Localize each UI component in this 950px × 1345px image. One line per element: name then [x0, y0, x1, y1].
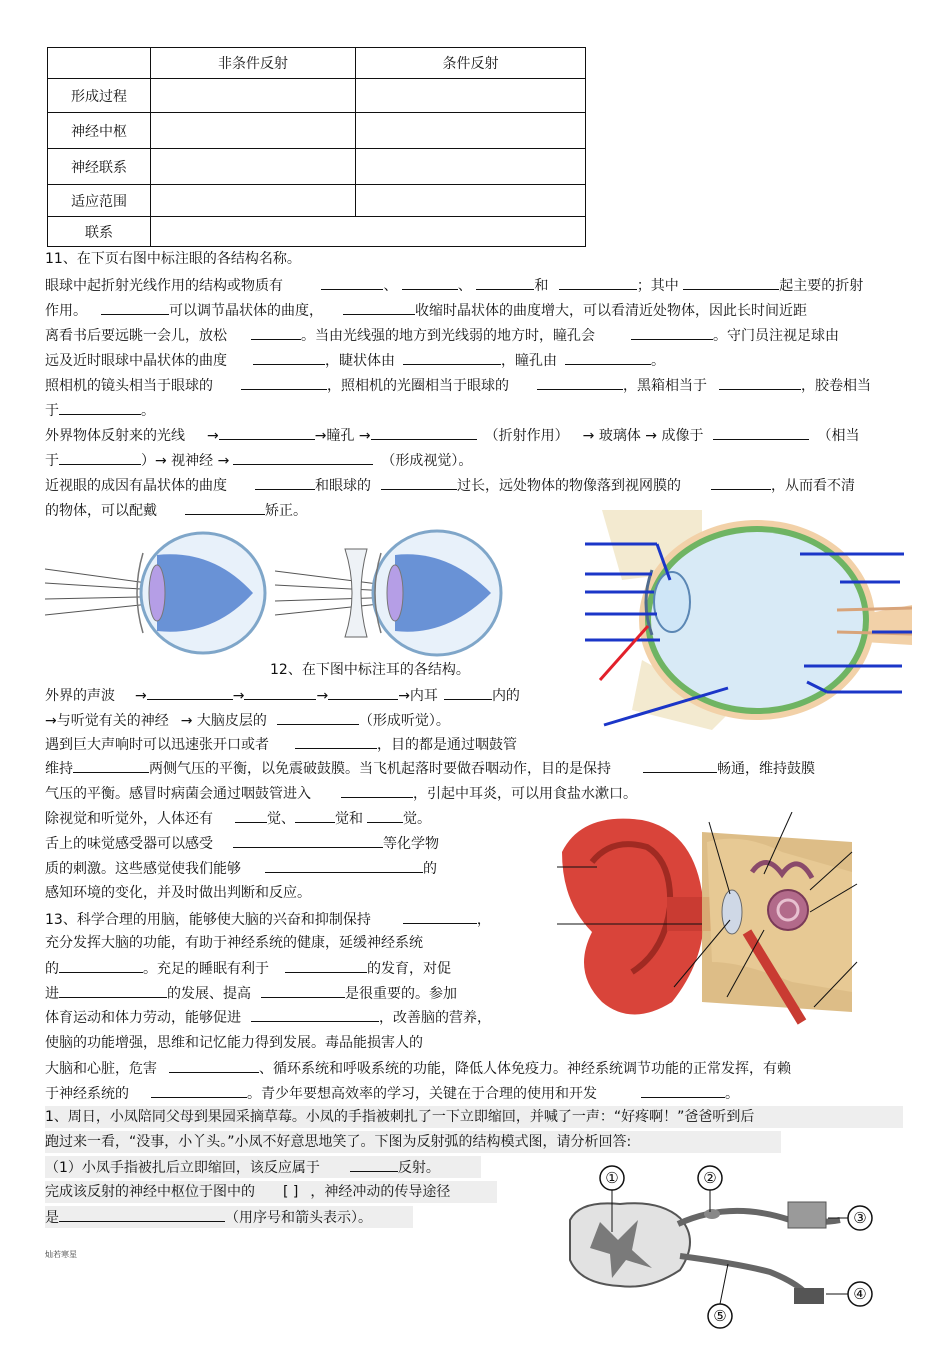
q12-line2: →与听觉有关的神经 → 大脑皮层的 （形成听觉）。 [45, 710, 450, 731]
table-cell[interactable] [151, 185, 356, 217]
ear-structure-diagram [552, 812, 862, 1030]
table-header-unconditioned: 非条件反射 [151, 48, 356, 79]
q12-line8: 质的刺激。这些感觉使我们能够 的 [45, 858, 437, 879]
q11-line8: 于 ）→ 视神经 → （形成视觉）。 [45, 450, 472, 471]
q11-line4: 远及近时眼球中晶状体的曲度 ，睫状体由 ，瞳孔由 。 [45, 350, 665, 371]
table-cell[interactable] [356, 79, 586, 113]
q12-line5: 气压的平衡。感冒时病菌会通过咽鼓管进入 ，引起中耳炎，可以用食盐水漱口。 [45, 783, 637, 804]
q1-line1: 1、周日，小凤陪同父母到果园采摘草莓。小凤的手指被刺扎了一下立即缩回，并喊了一声：“好疼啊！”爸爸听到后 [45, 1109, 755, 1125]
reflex-label-4: ④ [853, 1285, 867, 1303]
q13-line5: 体育运动和体力劳动，能够促进 ，改善脑的营养， [45, 1007, 491, 1028]
table-row-label: 神经中枢 [48, 113, 151, 149]
q11-line2: 作用。 可以调节晶状体的曲度， 收缩时晶状体的曲度增大，可以看清近处物体，因此长时间近距 [45, 300, 807, 321]
q11-line10: 的物体，可以配戴 矫正。 [45, 500, 307, 521]
q13-line1: 13、科学合理的用脑，能够使大脑的兴奋和抑制保持 ， [45, 909, 491, 930]
reflex-label-5: ⑤ [713, 1307, 727, 1325]
table-cell[interactable] [151, 217, 586, 247]
q11-line7: 外界物体反射来的光线 → →瞳孔 → （折射作用） → 玻璃体 → 成像于 （相当 [45, 425, 859, 446]
normal-eye-diagram [45, 527, 285, 657]
q13-line6: 使脑的功能增强，思维和记忆能力得到发展。毒品能损害人的 [45, 1035, 423, 1051]
table-row-label: 适应范围 [48, 185, 151, 217]
table-cell[interactable] [151, 79, 356, 113]
table-header-empty [48, 48, 151, 79]
table-row-label: 联系 [48, 217, 151, 247]
eye-structure-diagram [582, 510, 912, 730]
table-header-conditioned: 条件反射 [356, 48, 586, 79]
receptor-box [788, 1202, 826, 1228]
reflex-comparison-table [47, 47, 586, 247]
q12-title: 12、在下图中标注耳的各结构。 [270, 662, 470, 678]
table-cell[interactable] [356, 185, 586, 217]
table-cell[interactable] [356, 113, 586, 149]
q13-line7: 大脑和心脏，危害 、循环系统和呼吸系统的功能，降低人体免疫力。神经系统调节功能的正常发挥，有赖 [45, 1058, 791, 1079]
q13-line4: 进 的发展、提高 是很重要的。参加 [45, 983, 457, 1004]
q1-line5: 是 （用序号和箭头表示）。 [45, 1207, 372, 1228]
reflex-label-3: ③ [853, 1209, 867, 1227]
q12-line4: 维持 两侧气压的平衡，以免震破鼓膜。当飞机起落时要做吞咽动作，目的是保持 畅通，维持鼓膜 [45, 758, 815, 779]
q11-line3: 离看书后要远眺一会儿，放松 。当由光线强的地方到光线弱的地方时，瞳孔会 。守门员注视足球由 [45, 325, 839, 346]
reflex-arc-diagram [560, 1160, 890, 1332]
q13-line8: 于神经系统的 。青少年要想高效率的学习，关键在于合理的使用和开发 。 [45, 1083, 739, 1104]
q1-line2: 跑过来一看，“没事，小丫头。”小凤不好意思地笑了。下图为反射弧的结构模式图，请分析回答: [45, 1134, 632, 1150]
table-row-label: 神经联系 [48, 149, 151, 185]
q12-line9: 感知环境的变化，并及时做出判断和反应。 [45, 885, 311, 901]
q12-line1: 外界的声波 → → → →内耳 内的 [45, 685, 520, 706]
q11-line1: 眼球中起折射光线作用的结构或物质有 、 、 和 ；其中 起主要的折射 [45, 275, 863, 296]
table-row-label: 形成过程 [48, 79, 151, 113]
q12-line7: 舌上的味觉感受器可以感受 等化学物 [45, 833, 439, 854]
reflex-label-1: ① [605, 1169, 619, 1187]
q13-line3: 的 。充足的睡眠有利于 的发育，对促 [45, 958, 451, 979]
q1-line3: （1）小凤手指被扎后立即缩回，该反应属于 反射。 [45, 1157, 440, 1178]
q11-line9: 近视眼的成因有晶状体的曲度 和眼球的 过长，远处物体的物像落到视网膜的 ，从而看不清 [45, 475, 855, 496]
table-cell[interactable] [356, 149, 586, 185]
q11-title: 11、在下页右图中标注眼的各结构名称。 [45, 251, 301, 267]
myopia-corrected-eye-diagram [275, 527, 520, 657]
table-cell[interactable] [151, 149, 356, 185]
reflex-label-2: ② [703, 1169, 717, 1187]
q12-line3: 遇到巨大声响时可以迅速张开口或者 ，目的都是通过咽鼓管 [45, 734, 517, 755]
footer-text: 灿若寒星 [45, 1250, 77, 1259]
q11-line5: 照相机的镜头相当于眼球的 ，照相机的光圈相当于眼球的 ，黑箱相当于 ，胶卷相当 [45, 375, 871, 396]
q1-line4: 完成该反射的神经中枢位于图中的 [ ] ，神经冲动的传导途径 [45, 1184, 451, 1200]
q11-line6: 于 。 [45, 400, 155, 421]
q13-line2: 充分发挥大脑的功能，有助于神经系统的健康，延缓神经系统 [45, 935, 423, 951]
effector-box [794, 1288, 824, 1304]
q12-line6: 除视觉和听觉外，人体还有 觉、 觉和 觉。 [45, 808, 431, 829]
table-cell[interactable] [151, 113, 356, 149]
